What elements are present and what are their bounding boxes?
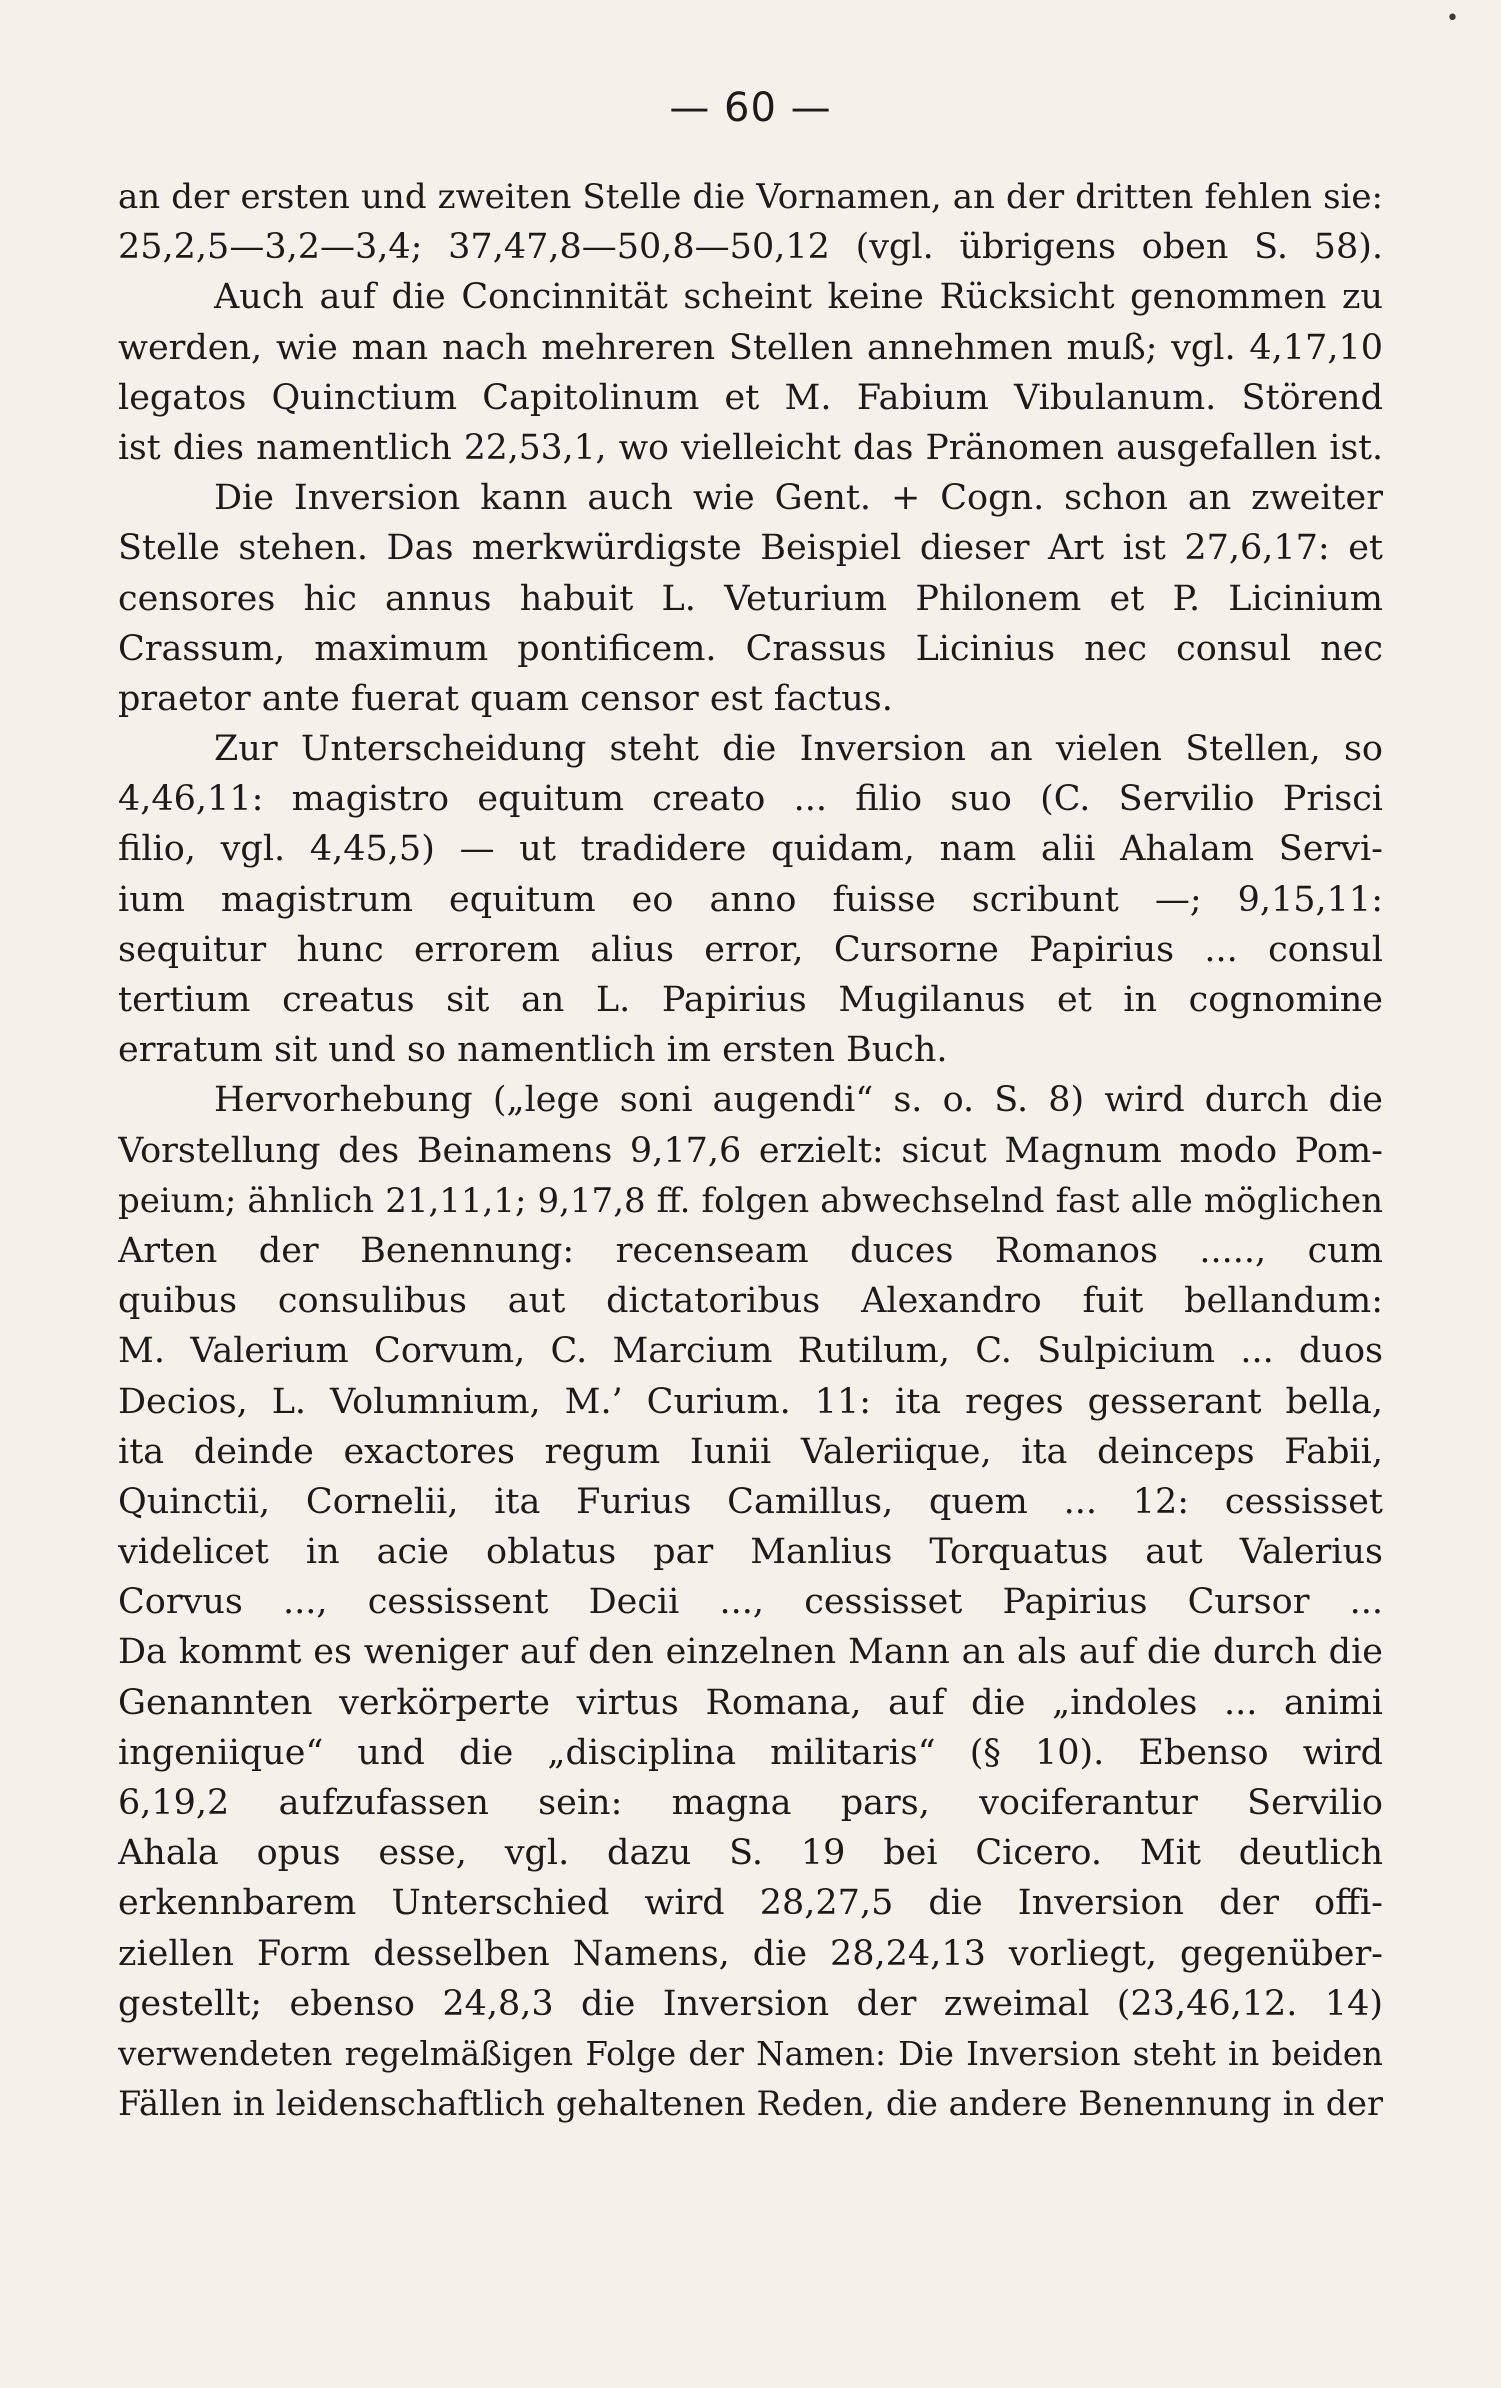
text-line: censores hic annus habuit L. Veturium Philonem et P. Licinium	[118, 578, 1383, 619]
text-line: sequitur hunc errorem alius error, Cursorne Papirius ... consul	[118, 929, 1383, 970]
text-line: ium magistrum equitum eo anno fuisse scribunt —; 9,15,11:	[118, 879, 1383, 920]
text-line: Da kommt es weniger auf den einzelnen Mann an als auf die durch die	[118, 1632, 1383, 1673]
text-line: verwendeten regelmäßigen Folge der Namen: Die Inversion steht in beiden	[118, 2034, 1383, 2073]
text-line: Arten der Benennung: recenseam duces Romanos ....., cum	[118, 1230, 1383, 1271]
text-line: Crassum, maximum pontificem. Crassus Licinius nec consul nec	[118, 628, 1383, 669]
text-line: ist dies namentlich 22,53,1, wo vielleicht das Pränomen ausgefallen ist.	[118, 427, 1383, 468]
text-line: ingeniique“ und die „disciplina militaris“ (§ 10). Ebenso wird	[118, 1732, 1383, 1773]
text-line: 25,2,5—3,2—3,4; 37,47,8—50,8—50,12 (vgl. übrigens oben S. 58).	[118, 227, 1383, 268]
text-line: Quinctii, Cornelii, ita Furius Camillus, quem ... 12: cessisset	[118, 1481, 1383, 1522]
text-line: ita deinde exactores regum Iunii Valeriique, ita deinceps Fabii,	[118, 1431, 1383, 1472]
text-line: Auch auf die Concinnität scheint keine Rücksicht genommen zu	[214, 277, 1383, 318]
text-line: filio, vgl. 4,45,5) — ut tradidere quidam, nam alii Ahalam Servi-	[118, 829, 1383, 870]
text-line: quibus consulibus aut dictatoribus Alexandro fuit bellandum:	[118, 1281, 1383, 1322]
text-line: Ahala opus esse, vgl. dazu S. 19 bei Cicero. Mit deutlich	[118, 1833, 1383, 1874]
text-line: peium; ähnlich 21,11,1; 9,17,8 ff. folgen abwechselnd fast alle möglichen	[118, 1180, 1383, 1221]
text-line: Stelle stehen. Das merkwürdigste Beispiel dieser Art ist 27,6,17: et	[118, 528, 1383, 569]
text-line: Hervorhebung („lege soni augendi“ s. o. S. 8) wird durch die	[214, 1080, 1383, 1121]
page-number: — 60 —	[669, 85, 832, 131]
text-line: videlicet in acie oblatus par Manlius Torquatus aut Valerius	[118, 1532, 1383, 1573]
text-line: Genannten verkörperte virtus Romana, auf die „indoles ... animi	[118, 1682, 1383, 1723]
text-line: Die Inversion kann auch wie Gent. + Cogn. schon an zweiter	[214, 478, 1383, 519]
text-line: erkennbarem Unterschied wird 28,27,5 die Inversion der offi-	[118, 1883, 1383, 1924]
text-line: ziellen Form desselben Namens, die 28,24,13 vorliegt, gegenüber-	[118, 1933, 1383, 1974]
text-line: Fällen in leidenschaftlich gehaltenen Reden, die andere Benennung in der	[118, 2084, 1383, 2124]
text-line: Corvus ..., cessissent Decii ..., cessisset Papirius Cursor ...	[118, 1582, 1383, 1623]
text-line: Zur Unterscheidung steht die Inversion an vielen Stellen, so	[214, 729, 1383, 770]
text-line: M. Valerium Corvum, C. Marcium Rutilum, C. Sulpicium ... duos	[118, 1331, 1383, 1372]
text-line: legatos Quinctium Capitolinum et M. Fabium Vibulanum. Störend	[118, 377, 1383, 418]
text-line: Vorstellung des Beinamens 9,17,6 erzielt: sicut Magnum modo Pom-	[118, 1130, 1383, 1171]
text-line: 4,46,11: magistro equitum creato ... filio suo (C. Servilio Prisci	[118, 779, 1383, 820]
text-line: an der ersten und zweiten Stelle die Vornamen, an der dritten fehlen sie:	[118, 177, 1383, 217]
text-line: gestellt; ebenso 24,8,3 die Inversion der zweimal (23,46,12. 14)	[118, 1983, 1383, 2024]
text-line: erratum sit und so namentlich im ersten Buch.	[118, 1030, 948, 1071]
text-line: tertium creatus sit an L. Papirius Mugilanus et in cognomine	[118, 980, 1383, 1020]
margin-dot: •	[1446, 6, 1459, 31]
text-line: 6,19,2 aufzufassen sein: magna pars, vociferantur Servilio	[118, 1783, 1383, 1823]
text-line: praetor ante fuerat quam censor est factus.	[118, 678, 893, 719]
text-line: Decios, L. Volumnium, M.’ Curium. 11: ita reges gesserant bella,	[118, 1381, 1383, 1422]
text-line: werden, wie man nach mehreren Stellen annehmen muß; vgl. 4,17,10	[118, 327, 1383, 368]
body-text	[118, 172, 1383, 2129]
